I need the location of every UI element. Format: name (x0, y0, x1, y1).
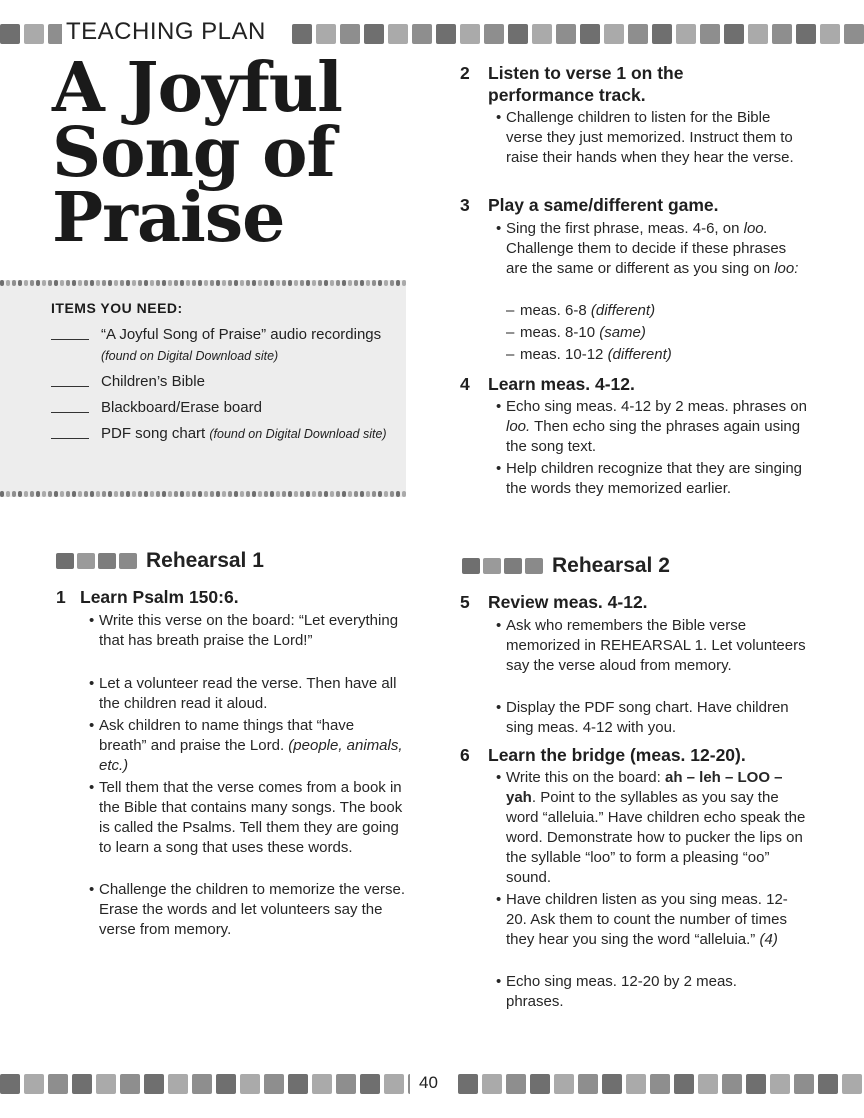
decor-block (234, 491, 238, 497)
decor-block (18, 491, 22, 497)
decor-block (30, 491, 34, 497)
decor-block (240, 491, 244, 497)
decor-block (42, 491, 46, 497)
decor-block (198, 491, 202, 497)
decor-block (288, 1074, 308, 1094)
decor-block (282, 280, 286, 286)
decor-square (119, 553, 137, 569)
decor-block (180, 280, 184, 286)
decor-block (330, 491, 334, 497)
decor-block (36, 491, 40, 497)
decor-block (532, 24, 552, 44)
decor-block (66, 491, 70, 497)
decor-block (294, 280, 298, 286)
decor-block (96, 1074, 116, 1094)
decor-block (264, 280, 268, 286)
decor-block (120, 491, 124, 497)
decor-block (676, 24, 696, 44)
item-text: Blackboard/Erase board (101, 399, 262, 416)
decor-block (216, 280, 220, 286)
checkbox-blank (51, 386, 89, 387)
decor-block (156, 280, 160, 286)
list-item (51, 397, 411, 419)
decor-block (324, 491, 328, 497)
decor-block (264, 1074, 284, 1094)
decor-square (77, 553, 95, 569)
decor-block (360, 491, 364, 497)
step-title: Play a same/different game. (488, 195, 719, 215)
decor-block (746, 1074, 766, 1094)
decor-block (336, 1074, 356, 1094)
step-2 (460, 62, 840, 106)
decor-block (844, 24, 864, 44)
decor-block (300, 491, 304, 497)
bullet-item: • Display the PDF song chart. Have children sing meas. 4-12 with you. (496, 699, 789, 736)
decor-block (180, 491, 184, 497)
items-heading: ITEMS YOU NEED: (51, 300, 183, 316)
decor-block (508, 24, 528, 44)
decor-block (318, 280, 322, 286)
decor-block (674, 1074, 694, 1094)
decor-block (252, 280, 256, 286)
decor-block (402, 491, 406, 497)
step-title: Listen to verse 1 on the performance track. (488, 63, 684, 105)
decor-block (306, 280, 310, 286)
decor-block (288, 491, 292, 497)
decor-block (628, 24, 648, 44)
decor-block (390, 491, 394, 497)
decor-block (700, 24, 720, 44)
decor-block (126, 280, 130, 286)
step-number: 4 (460, 374, 470, 394)
decor-block (210, 491, 214, 497)
bullet-item: • Challenge children to listen for the Bible verse they just memorized. Instruct them to raise their hands when they hear the verse. (496, 109, 794, 166)
decor-block (366, 280, 370, 286)
decor-block (530, 1074, 550, 1094)
decor-block (556, 24, 576, 44)
decor-block (604, 24, 624, 44)
decor-block (378, 491, 382, 497)
decor-block (210, 280, 214, 286)
step-number: 6 (460, 745, 470, 765)
decor-block (192, 280, 196, 286)
decor-block (132, 491, 136, 497)
decor-block (460, 24, 480, 44)
decor-block (366, 491, 370, 497)
decor-block (698, 1074, 718, 1094)
comparison-item: – meas. 10-12 (different) (506, 346, 672, 363)
decor-block (578, 1074, 598, 1094)
decor-block (484, 24, 504, 44)
step-4 (460, 373, 840, 395)
bullet-item: • Write this verse on the board: “Let everything that has breath praise the Lord!” (89, 612, 399, 649)
decor-block (90, 280, 94, 286)
decor-square (525, 558, 543, 574)
decor-block (246, 491, 250, 497)
checkbox-blank (51, 339, 89, 340)
rehearsal-2-heading (462, 554, 670, 578)
bullet-item: • Write this on the board: ah – leh – LOO – yah. Point to the syllables as you say the word “alleluia.” Have children echo speak the word. Demonstrate how to pucker the lips on the syllable “loo” to form a pleasing “oo” sound. (496, 769, 806, 886)
step-title: Learn the bridge (meas. 12-20). (488, 745, 746, 765)
decor-block (748, 24, 768, 44)
decor-square (462, 558, 480, 574)
decor-block (48, 1074, 68, 1094)
decor-block (102, 280, 106, 286)
decor-block (270, 491, 274, 497)
bullet-item: • Let a volunteer read the verse. Then have all the children read it aloud. (89, 675, 397, 712)
decor-block (126, 491, 130, 497)
decor-block (770, 1074, 790, 1094)
decor-block (216, 1074, 236, 1094)
list-item (51, 371, 411, 393)
decor-block (114, 491, 118, 497)
decor-block (96, 280, 100, 286)
decor-block (602, 1074, 622, 1094)
decor-block (384, 280, 388, 286)
step-number: 2 (460, 63, 470, 83)
page-title (52, 48, 342, 258)
decor-block (24, 1074, 44, 1094)
decor-block (312, 1074, 332, 1094)
section-label: TEACHING PLAN (66, 18, 266, 45)
decor-block (24, 491, 28, 497)
decor-block (138, 491, 142, 497)
decor-block (818, 1074, 838, 1094)
footer-decor-right (458, 1074, 864, 1094)
decor-square (98, 553, 116, 569)
decor-block (150, 280, 154, 286)
decor-block (650, 1074, 670, 1094)
comparison-item: – meas. 6-8 (different) (506, 302, 656, 319)
decor-block (96, 491, 100, 497)
decor-block (820, 24, 840, 44)
decor-block (842, 1074, 862, 1094)
decor-block (42, 280, 46, 286)
step-title: Learn Psalm 150:6. (80, 587, 239, 607)
decor-block (78, 491, 82, 497)
step-3 (460, 194, 840, 216)
decor-block (84, 280, 88, 286)
decor-block (324, 280, 328, 286)
decor-block (72, 1074, 92, 1094)
title-line: Praise (52, 178, 285, 258)
decor-block (72, 491, 76, 497)
decor-block (372, 280, 376, 286)
decor-block (364, 24, 384, 44)
decor-square (483, 558, 501, 574)
decor-block (114, 280, 118, 286)
bullet-item: • Sing the first phrase, meas. 4-6, on loo. Challenge them to decide if these phrases are the same or different as you sing on loo: (496, 220, 799, 277)
decor-block (336, 280, 340, 286)
decor-block (372, 491, 376, 497)
list-item (51, 423, 411, 467)
decor-block (412, 24, 432, 44)
decor-block (554, 1074, 574, 1094)
decor-block (378, 280, 382, 286)
decor-block (0, 280, 4, 286)
decor-block (384, 491, 388, 497)
decor-block (360, 280, 364, 286)
bullet-item: • Ask children to name things that “have breath” and praise the Lord. (people, animals, etc.) (89, 717, 403, 774)
checkbox-blank (51, 412, 89, 413)
decor-block (150, 491, 154, 497)
decor-block (138, 280, 142, 286)
decor-block (626, 1074, 646, 1094)
decor-block (408, 1074, 410, 1094)
decor-block (204, 491, 208, 497)
decor-block (396, 280, 400, 286)
items-box-bottom-border (0, 491, 406, 497)
decor-block (336, 491, 340, 497)
decor-block (18, 280, 22, 286)
step-1 (56, 586, 416, 608)
decor-block (340, 24, 360, 44)
decor-block (580, 24, 600, 44)
decor-block (84, 491, 88, 497)
list-item (51, 324, 411, 368)
decor-block (144, 280, 148, 286)
step-title: Learn meas. 4-12. (488, 374, 635, 394)
decor-block (12, 491, 16, 497)
rehearsal-1-title: Rehearsal 1 (146, 549, 264, 572)
decor-block (458, 1074, 478, 1094)
decor-block (48, 491, 52, 497)
decor-block (264, 491, 268, 497)
decor-block (652, 24, 672, 44)
decor-block (162, 280, 166, 286)
decor-block (54, 280, 58, 286)
decor-block (348, 491, 352, 497)
decor-block (60, 491, 64, 497)
items-box-top-border (0, 280, 406, 286)
decor-block (156, 491, 160, 497)
step-6 (460, 744, 850, 766)
decor-block (168, 280, 172, 286)
bullet-item: • Challenge the children to memorize the verse. Erase the words and let volunteers say the verse from memory. (89, 881, 405, 938)
decor-block (144, 1074, 164, 1094)
decor-block (240, 1074, 260, 1094)
bullet-item: • Tell them that the verse comes from a book in the Bible that contains many songs. The book is called the Psalms. Tell them they are going to learn a song that uses these words. (89, 779, 403, 856)
bullet-item: • Have children listen as you sing meas. 12-20. Ask them to count the number of times they hear you sing the word “alleluia.” (4) (496, 891, 788, 948)
decor-block (312, 491, 316, 497)
decor-block (292, 24, 312, 44)
item-text: “A Joyful Song of Praise” audio recordings (101, 326, 382, 343)
decor-block (300, 280, 304, 286)
decor-block (174, 491, 178, 497)
decor-block (12, 280, 16, 286)
decor-block (482, 1074, 502, 1094)
step-5 (460, 591, 840, 613)
decor-block (342, 491, 346, 497)
decor-block (24, 24, 44, 44)
decor-block (312, 280, 316, 286)
rehearsal-2-title: Rehearsal 2 (552, 554, 670, 577)
decor-block (222, 280, 226, 286)
decor-block (168, 1074, 188, 1094)
decor-block (102, 491, 106, 497)
step-number: 5 (460, 592, 470, 612)
decor-block (724, 24, 744, 44)
decor-block (216, 491, 220, 497)
decor-block (402, 280, 406, 286)
decor-block (60, 280, 64, 286)
step-number: 1 (56, 587, 66, 607)
decor-block (0, 24, 20, 44)
item-note: (found on Digital Download site) (209, 427, 387, 441)
bullet-item: • Help children recognize that they are singing the words they memorized earlier. (496, 460, 803, 497)
decor-block (66, 280, 70, 286)
decor-block (506, 1074, 526, 1094)
decor-block (270, 280, 274, 286)
decor-block (258, 280, 262, 286)
decor-block (72, 280, 76, 286)
decor-block (390, 280, 394, 286)
decor-block (24, 280, 28, 286)
decor-block (192, 1074, 212, 1094)
decor-block (48, 280, 52, 286)
decor-block (54, 491, 58, 497)
decor-block (174, 280, 178, 286)
decor-block (234, 280, 238, 286)
checkbox-blank (51, 438, 89, 439)
item-text: Children’s Bible (101, 373, 205, 390)
decor-block (796, 24, 816, 44)
decor-block (192, 491, 196, 497)
decor-block (318, 491, 322, 497)
decor-block (294, 491, 298, 497)
decor-block (6, 491, 10, 497)
page-number: 40 (419, 1073, 438, 1092)
decor-block (330, 280, 334, 286)
decor-block (198, 280, 202, 286)
decor-block (120, 1074, 140, 1094)
decor-block (348, 280, 352, 286)
title-line: A Joyful (52, 48, 342, 128)
rehearsal-1-heading (56, 549, 264, 573)
decor-block (144, 491, 148, 497)
step-number: 3 (460, 195, 470, 215)
decor-block (108, 280, 112, 286)
decor-block (186, 280, 190, 286)
header-decor-right (292, 24, 864, 44)
decor-block (354, 280, 358, 286)
decor-block (342, 280, 346, 286)
decor-block (354, 491, 358, 497)
decor-block (108, 491, 112, 497)
decor-block (120, 280, 124, 286)
decor-block (0, 1074, 20, 1094)
decor-block (246, 280, 250, 286)
bullet-item: • Echo sing meas. 4-12 by 2 meas. phrases on loo. Then echo sing the phrases again using the song text. (496, 398, 807, 455)
comparison-item: – meas. 8-10 (same) (506, 324, 646, 341)
decor-block (252, 491, 256, 497)
decor-block (30, 280, 34, 286)
decor-block (316, 24, 336, 44)
bullet-item: • Echo sing meas. 12-20 by 2 meas. phrases. (496, 973, 737, 1010)
decor-block (186, 491, 190, 497)
decor-block (384, 1074, 404, 1094)
bullet-item: • Ask who remembers the Bible verse memorized in REHEARSAL 1. Let volunteers say the verse aloud from memory. (496, 617, 806, 674)
decor-block (204, 280, 208, 286)
footer-decor-left (0, 1074, 410, 1094)
decor-block (276, 491, 280, 497)
decor-block (6, 280, 10, 286)
decor-block (162, 491, 166, 497)
decor-block (78, 280, 82, 286)
decor-block (258, 491, 262, 497)
item-text: PDF song chart (101, 425, 206, 442)
decor-block (228, 280, 232, 286)
title-line: Song of (52, 113, 335, 193)
decor-block (396, 491, 400, 497)
decor-block (794, 1074, 814, 1094)
decor-block (36, 280, 40, 286)
step-title: Review meas. 4-12. (488, 592, 648, 612)
item-note: (found on Digital Download site) (101, 349, 279, 363)
decor-block (228, 491, 232, 497)
decor-block (132, 280, 136, 286)
header-decor-left (0, 24, 62, 44)
decor-square (56, 553, 74, 569)
decor-block (288, 280, 292, 286)
decor-block (722, 1074, 742, 1094)
decor-block (436, 24, 456, 44)
decor-block (48, 24, 62, 44)
decor-block (240, 280, 244, 286)
decor-block (90, 491, 94, 497)
decor-block (306, 491, 310, 497)
decor-block (388, 24, 408, 44)
decor-block (0, 491, 4, 497)
decor-block (772, 24, 792, 44)
decor-block (276, 280, 280, 286)
decor-block (222, 491, 226, 497)
decor-block (282, 491, 286, 497)
decor-square (504, 558, 522, 574)
decor-block (168, 491, 172, 497)
decor-block (360, 1074, 380, 1094)
